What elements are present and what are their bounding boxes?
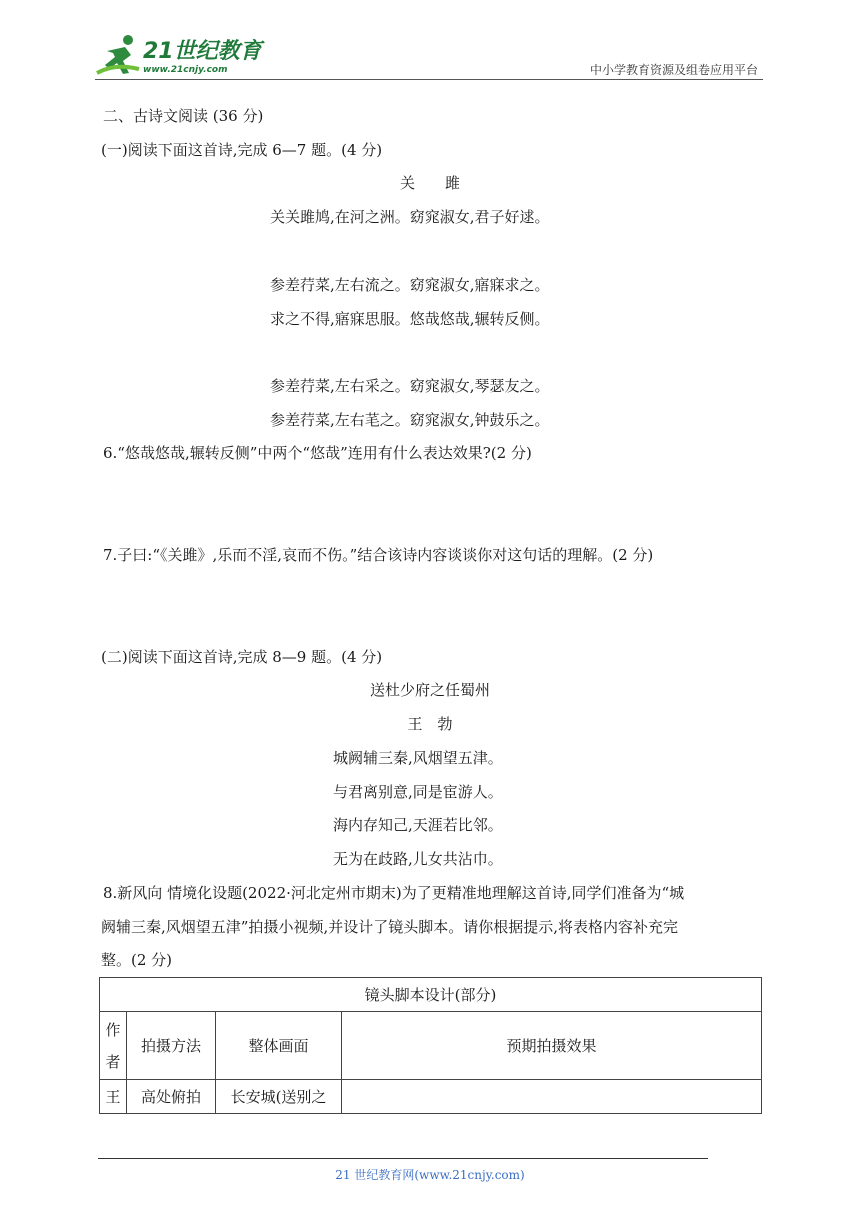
question-7: 7.子曰:“《关雎》,乐而不淫,哀而不伤。”结合该诗内容谈谈你对这句话的理解。(2 分)	[103, 546, 654, 564]
table-cell-method: 高处俯拍	[127, 1080, 216, 1114]
platform-title: 中小学教育资源及组卷应用平台	[589, 63, 758, 77]
poem2-author: 王 勃	[407, 715, 453, 733]
table-caption: 镜头脚本设计(部分)	[100, 978, 762, 1012]
poem1-line: 关关雎鸠,在河之洲。窈窕淑女,君子好逑。	[270, 208, 550, 226]
section-title: 二、古诗文阅读 (36 分)	[103, 107, 264, 125]
part1-instruction: (一)阅读下面这首诗,完成 6—7 题。(4 分)	[101, 141, 383, 159]
footer-divider	[98, 1158, 708, 1159]
poem2-line: 海内存知己,天涯若比邻。	[333, 816, 503, 834]
poem2-line: 城阙辅三秦,风烟望五津。	[333, 749, 503, 767]
poem1-line: 参差荇菜,左右采之。窈窕淑女,琴瑟友之。	[270, 377, 550, 395]
header-author-bottom: 者	[105, 1052, 121, 1071]
table-header-effect: 预期拍摄效果	[342, 1012, 762, 1080]
table-header-author	[100, 1012, 127, 1080]
shot-script-table	[99, 977, 762, 1114]
poem1-title: 关 雎	[399, 174, 460, 192]
question-8-line3: 整。(2 分)	[101, 951, 173, 969]
poem1-line: 参差荇菜,左右芼之。窈窕淑女,钟鼓乐之。	[270, 411, 550, 429]
poem2-title: 送杜少府之任蜀州	[369, 681, 490, 699]
logo-url: www.21cnjy.com	[143, 65, 228, 75]
question-8-line2: 阙辅三秦,风烟望五津”拍摄小视频,并设计了镜头脚本。请你根据提示,将表格内容补充完	[101, 918, 678, 936]
question-8-line1: 8.新风向 情境化设题(2022·河北定州市期末)为了更精准地理解这首诗,同学们准备为“城	[103, 884, 685, 902]
header-divider	[95, 79, 763, 80]
footer-link[interactable]: 21 世纪教育网(www.21cnjy.com)	[335, 1168, 525, 1182]
table-cell-effect[interactable]	[342, 1080, 762, 1114]
poem2-line: 无为在歧路,儿女共沾巾。	[333, 850, 503, 868]
runner-logo-icon	[95, 33, 143, 78]
part2-instruction: (二)阅读下面这首诗,完成 8—9 题。(4 分)	[101, 648, 383, 666]
poem1-line: 参差荇菜,左右流之。窈窕淑女,寤寐求之。	[270, 276, 550, 294]
table-cell-scene: 长安城(送别之	[216, 1080, 342, 1114]
table-header-method: 拍摄方法	[127, 1012, 216, 1080]
table-header-scene: 整体画面	[216, 1012, 342, 1080]
poem2-line: 与君离别意,同是宦游人。	[333, 783, 503, 801]
table-cell-author: 王	[100, 1080, 127, 1114]
header-author-top: 作	[105, 1020, 121, 1039]
table-row	[100, 1080, 762, 1114]
logo-text: 21世纪教育	[143, 39, 262, 64]
poem1-line: 求之不得,寤寐思服。悠哉悠哉,辗转反侧。	[270, 310, 550, 328]
question-6: 6.“悠哉悠哉,辗转反侧”中两个“悠哉”连用有什么表达效果?(2 分)	[103, 444, 532, 462]
